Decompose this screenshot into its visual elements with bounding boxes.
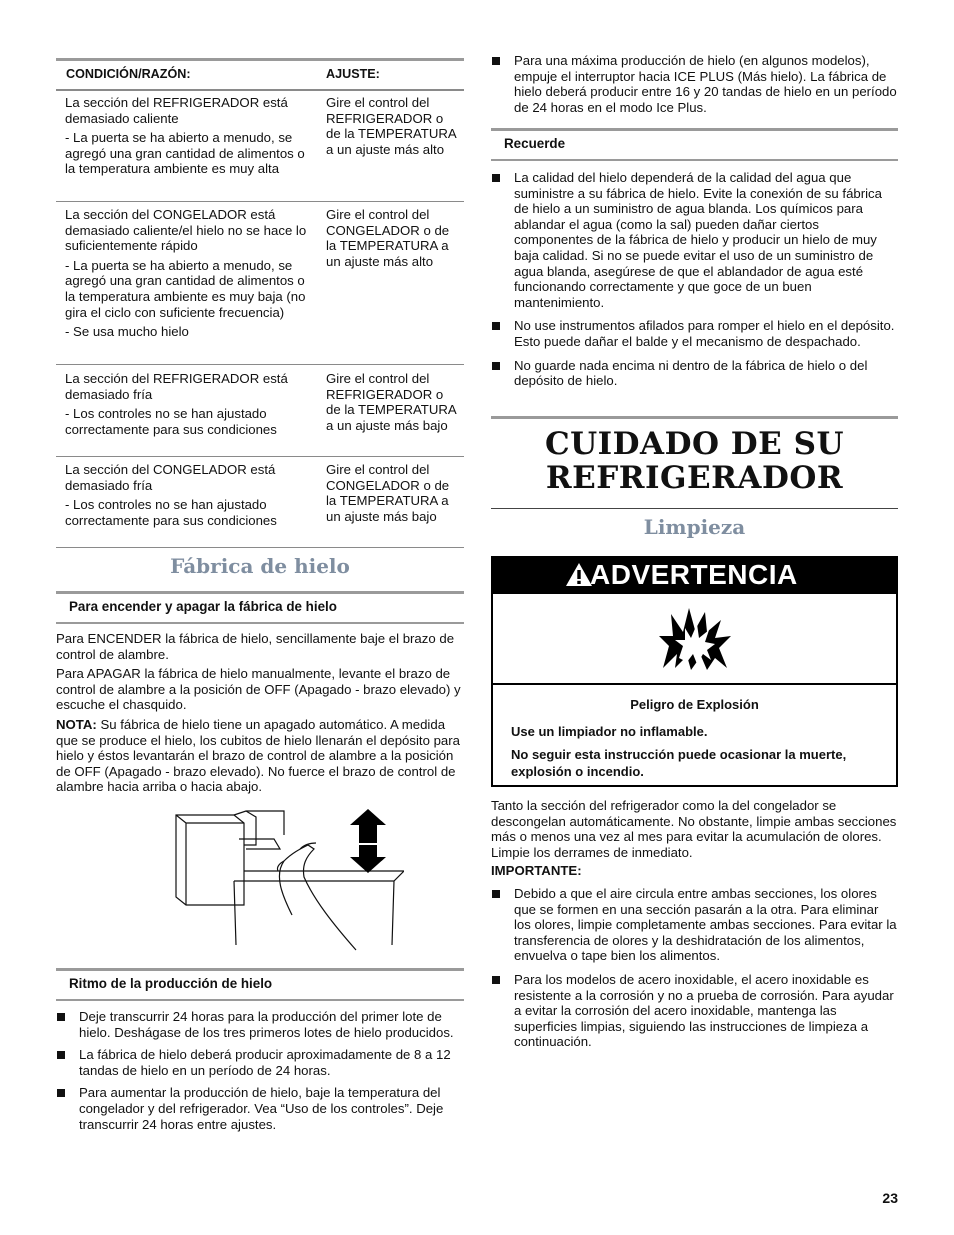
reason-text: - La puerta se ha abierto a menudo, se agregó una gran cantidad de alimentos o la temperatura ambiente es muy alta <box>65 130 305 177</box>
rate-heading <box>56 968 464 1001</box>
reason-text: - Se usa mucho hielo <box>65 324 189 340</box>
table-row <box>56 457 464 548</box>
note-text: Su fábrica de hielo tiene un apagado automático. A medida que se produce el hielo, los cubitos de hielo llenarán el depósito para hielo y éstos levantarán el brazo de control de alambre a la posición de OFF (Apagado - brazo elevado). No fuerce el brazo de control de alambre hacia arriba o hacia abajo. <box>56 716 460 795</box>
care-title <box>491 427 898 495</box>
list-item: Para una máxima producción de hielo (en algunos modelos), empuje el interruptor hacia ICE PLUS (Más hielo). La fábrica de hielo deberá producir entre 16 y 20 tandas de hielo en un período de 24 horas en el modo Ice Plus. <box>491 53 897 115</box>
warning-instruction: Use un limpiador no inflamable. <box>511 724 708 739</box>
recuerde-heading-text: Recuerde <box>504 136 566 151</box>
condition-text: La sección del CONGELADOR está demasiado caliente/el hielo no se hace lo suficientemente rápido <box>65 207 307 254</box>
cleaning-subtitle: Limpieza <box>643 515 746 539</box>
recuerde-heading <box>491 128 898 161</box>
condition-text: La sección del REFRIGERADOR está demasiado caliente <box>65 95 288 126</box>
list-item: Debido a que el aire circula entre ambas secciones, los olores que se formen en una sección pasarán a la otra. Para eliminar los olores, limpie completamente ambas secciones. Para evitar la transferencia de olores y la deshidratación de los alimentos, envuelva o tape bien los alimentos. <box>491 886 897 964</box>
explosion-icon <box>657 606 737 670</box>
note-label: NOTA: <box>56 716 97 732</box>
table-row <box>56 91 464 202</box>
list-item: La calidad del hielo dependerá de la calidad del agua que suministre a su fábrica de hielo. Evite la conexión de su fábrica de hielo a un suministro de agua blanda. Los químicos para ablandar el agua (como la sal) pueden dañar ciertos componentes de la fábrica de hielo y producir un hielo de muy baja calidad. Si no se puede evitar el uso de un suministro de agua blanda, asegúrese de que el ablandador de agua esté funcionando correctamente y que goce de un buen mantenimiento. <box>491 170 897 310</box>
list-item: La fábrica de hielo deberá producir aproximadamente de 8 a 12 tandas de hielo en un período de 24 horas. <box>56 1047 462 1078</box>
warning-hazard: Peligro de Explosión <box>630 697 759 712</box>
adjust-cell: Gire el control del REFRIGERADOR o de la TEMPERATURA a un ajuste más alto <box>326 95 456 157</box>
icemaker-arm-illustration <box>174 805 404 955</box>
rate-list <box>56 1009 462 1132</box>
cleaning-intro: Tanto la sección del refrigerador como la del congelador se descongelan automáticamente. No obstante, limpie ambas secciones más o menos una vez al mes para evitar la acumulación de olores. Limpie los derrames de inmediato. <box>491 798 897 860</box>
care-title-line1: CUIDADO DE SU <box>544 426 845 462</box>
warning-title: ADVERTENCIA <box>590 559 798 590</box>
recuerde-list <box>491 170 897 389</box>
care-bottom-rule <box>491 508 898 509</box>
reason-text: - Los controles no se han ajustado correctamente para sus condiciones <box>65 497 277 528</box>
reason-text: - La puerta se ha abierto a menudo, se agregó una gran cantidad de alimentos o la temperatura ambiente es muy baja (no gira el ciclo con suficiente frecuencia) <box>65 257 306 320</box>
condition-cell <box>65 207 311 344</box>
list-item: Para aumentar la producción de hielo, baje la temperatura del congelador y del refrigerador. Vea “Uso de los controles”. Deje transcurrir 24 horas entre ajustes. <box>56 1085 462 1132</box>
condition-cell <box>65 95 311 181</box>
page-number: 23 <box>882 1190 898 1206</box>
important-label: IMPORTANTE: <box>491 863 582 879</box>
condition-text: La sección del REFRIGERADOR está demasiado fría <box>65 371 288 402</box>
warning-divider <box>493 683 896 685</box>
header-condition: CONDICIÓN/RAZÓN: <box>66 67 191 81</box>
table-row <box>56 365 464 457</box>
onoff-body <box>56 631 462 798</box>
rate-heading-text: Ritmo de la producción de hielo <box>69 976 273 991</box>
condition-cell <box>65 462 311 532</box>
reason-text: - Los controles no se han ajustado correctamente para sus condiciones <box>65 406 277 437</box>
table-row <box>56 202 464 365</box>
onoff-heading-text: Para encender y apagar la fábrica de hielo <box>69 599 337 614</box>
warning-consequence: No seguir esta instrucción puede ocasionar la muerte, explosión o incendio. <box>511 747 847 779</box>
adjust-cell: Gire el control del REFRIGERADOR o de la TEMPERATURA a un ajuste más bajo <box>326 371 456 433</box>
warning-triangle-icon <box>565 562 593 587</box>
warning-box <box>491 556 898 789</box>
onoff-heading <box>56 591 464 624</box>
max-production-list <box>491 53 897 115</box>
table-header <box>56 61 464 91</box>
icemaker-title: Fábrica de hielo <box>170 554 350 578</box>
note-paragraph <box>56 717 462 795</box>
warning-header <box>491 556 898 594</box>
condition-cell <box>65 371 311 441</box>
adjust-cell: Gire el control del CONGELADOR o de la TEMPERATURA a un ajuste más bajo <box>326 462 450 524</box>
care-top-rule <box>491 416 898 419</box>
care-title-line2: REFRIGERADOR <box>545 460 844 496</box>
header-adjust: AJUSTE: <box>326 67 380 81</box>
adjust-cell: Gire el control del CONGELADOR o de la TEMPERATURA a un ajuste más alto <box>326 207 450 269</box>
list-item: No use instrumentos afilados para romper el hielo en el depósito. Esto puede dañar el balde y el mecanismo de despachado. <box>491 318 897 349</box>
para-on: Para ENCENDER la fábrica de hielo, sencillamente baje el brazo de control de alambre. <box>56 631 455 662</box>
warning-frame <box>491 594 898 787</box>
cleaning-list <box>491 886 897 1050</box>
cleaning-body <box>491 798 898 882</box>
condition-text: La sección del CONGELADOR está demasiado fría <box>65 462 276 493</box>
para-off: Para APAGAR la fábrica de hielo manualmente, levante el brazo de control de alambre a la posición de OFF (Apagado - brazo elevado) y escuche el chasquido. <box>56 666 461 713</box>
list-item: Para los modelos de acero inoxidable, el acero inoxidable es resistente a la corrosión y no a prueba de corrosión. Para ayudar a evitar la corrosión del acero inoxidable, mantenga las superficies limpias, siguiendo las instrucciones de limpieza a continuación. <box>491 972 897 1050</box>
list-item: No guarde nada encima ni dentro de la fábrica de hielo o del depósito de hielo. <box>491 358 897 389</box>
list-item: Deje transcurrir 24 horas para la producción del primer lote de hielo. Deshágase de los tres primeros lotes de hielo producidos. <box>56 1009 462 1040</box>
